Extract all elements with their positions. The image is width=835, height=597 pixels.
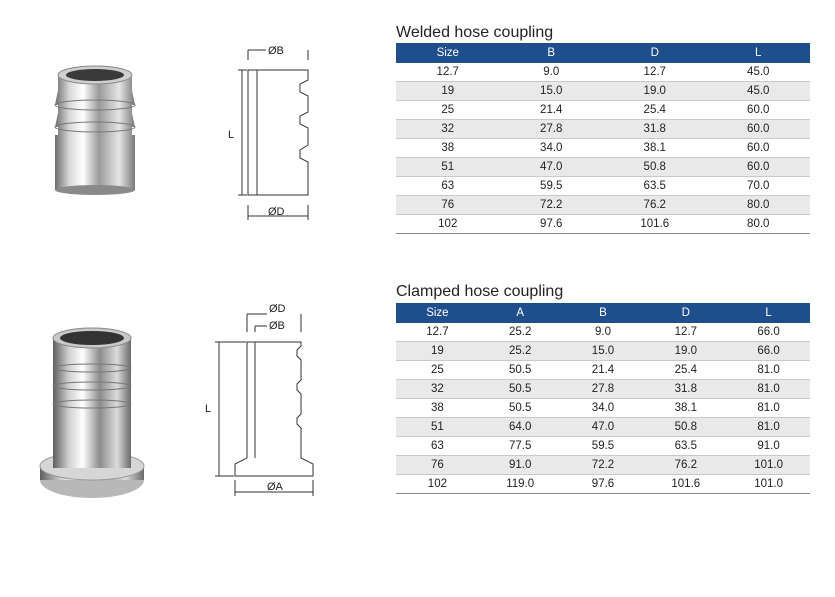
table-row (396, 342, 810, 361)
table-cell: 19 (396, 342, 479, 361)
table-row (396, 196, 810, 215)
table-cell: 101.0 (727, 456, 810, 475)
welded-coupling-drawing (220, 40, 330, 230)
table-cell: 76 (396, 456, 479, 475)
table-row (396, 380, 810, 399)
table-cell: 32 (396, 380, 479, 399)
clamped-section-title: Clamped hose coupling (396, 283, 564, 300)
table-cell: 66.0 (727, 342, 810, 361)
clamped-col-b: B (562, 303, 645, 323)
table-cell: 97.6 (500, 215, 604, 234)
table-cell: 91.0 (479, 456, 562, 475)
table-cell: 119.0 (479, 475, 562, 494)
table-cell: 51 (396, 158, 500, 177)
table-cell: 63.5 (644, 437, 727, 456)
table-cell: 47.0 (562, 418, 645, 437)
clamped-col-l: L (727, 303, 810, 323)
welded-col-l: L (707, 43, 811, 63)
table-cell: 15.0 (500, 82, 604, 101)
table-cell: 25.4 (644, 361, 727, 380)
table-cell: 59.5 (500, 177, 604, 196)
table-cell: 27.8 (500, 120, 604, 139)
table-cell: 63 (396, 177, 500, 196)
table-cell: 25.4 (603, 101, 707, 120)
table-cell: 102 (396, 215, 500, 234)
table-row (396, 158, 810, 177)
table-row (396, 82, 810, 101)
table-cell: 12.7 (396, 323, 479, 342)
table-row (396, 177, 810, 196)
table-cell: 38.1 (603, 139, 707, 158)
clamped-col-d: D (644, 303, 727, 323)
clamped-table-header-row (396, 303, 810, 323)
table-cell: 25.2 (479, 342, 562, 361)
table-cell: 66.0 (727, 323, 810, 342)
table-cell: 80.0 (707, 215, 811, 234)
table-cell: 76.2 (644, 456, 727, 475)
table-cell: 101.6 (644, 475, 727, 494)
table-cell: 76 (396, 196, 500, 215)
table-cell: 12.7 (644, 323, 727, 342)
table-cell: 72.2 (562, 456, 645, 475)
table-cell: 19.0 (644, 342, 727, 361)
clamped-coupling-drawing (205, 298, 325, 503)
table-row (396, 101, 810, 120)
table-row (396, 437, 810, 456)
clamped-dim-l-label: L (205, 403, 212, 415)
table-cell: 76.2 (603, 196, 707, 215)
table-cell: 91.0 (727, 437, 810, 456)
table-cell: 45.0 (707, 63, 811, 82)
table-row (396, 323, 810, 342)
table-cell: 59.5 (562, 437, 645, 456)
clamped-dim-b-label: ØB (269, 320, 285, 332)
clamped-coupling-photo (35, 318, 150, 508)
table-cell: 63.5 (603, 177, 707, 196)
table-cell: 45.0 (707, 82, 811, 101)
table-cell: 50.5 (479, 399, 562, 418)
table-cell: 25 (396, 361, 479, 380)
table-cell: 60.0 (707, 120, 811, 139)
table-cell: 38 (396, 139, 500, 158)
table-cell: 101.6 (603, 215, 707, 234)
table-cell: 12.7 (603, 63, 707, 82)
table-row (396, 418, 810, 437)
table-cell: 50.5 (479, 380, 562, 399)
welded-section-title: Welded hose coupling (396, 24, 554, 41)
table-cell: 34.0 (562, 399, 645, 418)
table-cell: 34.0 (500, 139, 604, 158)
table-row (396, 361, 810, 380)
table-cell: 25 (396, 101, 500, 120)
welded-col-d: D (603, 43, 707, 63)
welded-dim-b-label: ØB (268, 45, 284, 57)
table-cell: 101.0 (727, 475, 810, 494)
table-row (396, 63, 810, 82)
table-cell: 21.4 (500, 101, 604, 120)
welded-dim-l-label: L (228, 129, 235, 141)
table-cell: 47.0 (500, 158, 604, 177)
table-cell: 50.5 (479, 361, 562, 380)
table-cell: 32 (396, 120, 500, 139)
table-cell: 31.8 (603, 120, 707, 139)
table-cell: 9.0 (562, 323, 645, 342)
table-cell: 60.0 (707, 101, 811, 120)
table-row (396, 399, 810, 418)
table-cell: 50.8 (644, 418, 727, 437)
table-row (396, 215, 810, 234)
table-cell: 81.0 (727, 361, 810, 380)
welded-spec-table (396, 43, 810, 234)
table-cell: 72.2 (500, 196, 604, 215)
table-cell: 70.0 (707, 177, 811, 196)
table-cell: 15.0 (562, 342, 645, 361)
welded-col-b: B (500, 43, 604, 63)
table-cell: 81.0 (727, 399, 810, 418)
table-cell: 38 (396, 399, 479, 418)
clamped-dim-d-label: ØD (269, 303, 286, 315)
table-cell: 21.4 (562, 361, 645, 380)
clamped-col-size: Size (396, 303, 479, 323)
table-cell: 19 (396, 82, 500, 101)
table-cell: 19.0 (603, 82, 707, 101)
table-cell: 27.8 (562, 380, 645, 399)
clamped-dim-a-label: ØA (267, 481, 283, 493)
table-cell: 102 (396, 475, 479, 494)
table-row (396, 120, 810, 139)
table-cell: 38.1 (644, 399, 727, 418)
welded-coupling-photo (50, 55, 140, 195)
table-cell: 31.8 (644, 380, 727, 399)
table-cell: 60.0 (707, 158, 811, 177)
table-cell: 60.0 (707, 139, 811, 158)
welded-table-header-row (396, 43, 810, 63)
table-row (396, 475, 810, 494)
table-cell: 64.0 (479, 418, 562, 437)
welded-dim-d-label: ØD (268, 206, 285, 218)
clamped-col-a: A (479, 303, 562, 323)
table-cell: 9.0 (500, 63, 604, 82)
table-cell: 77.5 (479, 437, 562, 456)
clamped-spec-table (396, 303, 810, 494)
welded-col-size: Size (396, 43, 500, 63)
table-cell: 12.7 (396, 63, 500, 82)
table-cell: 51 (396, 418, 479, 437)
table-cell: 97.6 (562, 475, 645, 494)
table-cell: 63 (396, 437, 479, 456)
table-row (396, 456, 810, 475)
table-cell: 81.0 (727, 380, 810, 399)
table-cell: 80.0 (707, 196, 811, 215)
table-cell: 81.0 (727, 418, 810, 437)
table-cell: 50.8 (603, 158, 707, 177)
table-row (396, 139, 810, 158)
table-cell: 25.2 (479, 323, 562, 342)
